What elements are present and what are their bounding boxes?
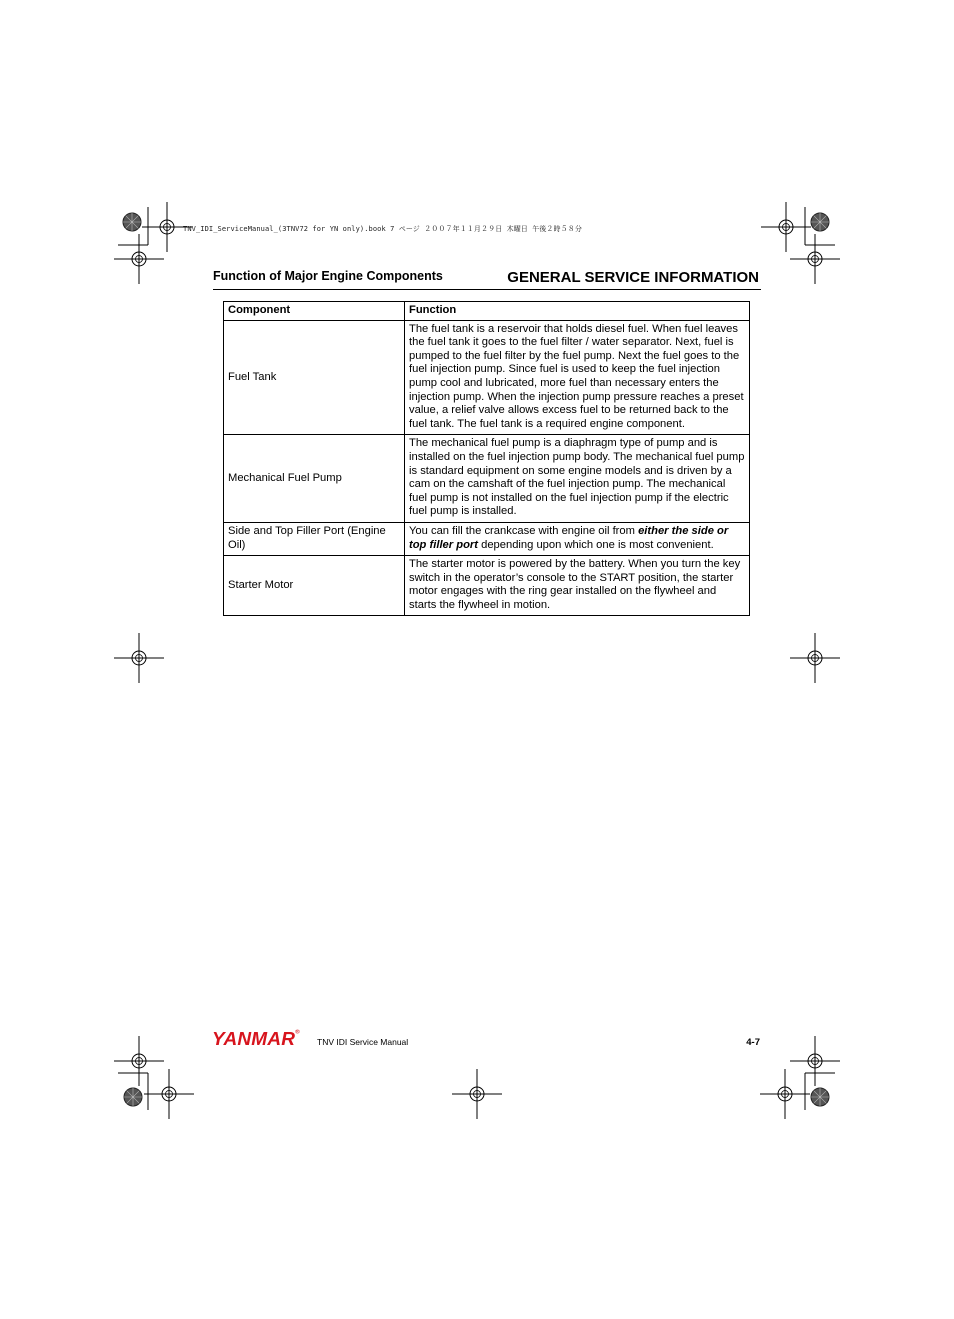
component-cell: Starter Motor <box>224 556 405 616</box>
manual-title: TNV IDI Service Manual <box>317 1037 409 1047</box>
function-text: depending upon which one is most convenient. <box>477 538 714 551</box>
table-row <box>224 435 750 523</box>
chapter-title: GENERAL SERVICE INFORMATION <box>507 269 759 286</box>
registration-mark-top-left <box>114 202 192 284</box>
print-slug: TNV_IDI_ServiceManual_(3TNV72 for YN only).book 7 ページ ２００７年１１月２９日 木曜日 午後２時５８分 <box>183 225 582 233</box>
function-cell: The mechanical fuel pump is a diaphragm type of pump and is installed on the fuel injection pump body. The mechanical fuel pump is standard equipment on some engine models and is driven by a cam on the camshaft of the fuel injection pump. The mechanical fuel pump is not installed on the fuel injection pump if the electric fuel pump is installed. <box>405 435 750 523</box>
header-rule <box>213 289 761 290</box>
function-emphasis: either the side or top filler port <box>409 524 729 551</box>
page-number: 4-7 <box>746 1037 760 1048</box>
registered-mark: ® <box>295 1029 300 1036</box>
table-row <box>224 522 750 555</box>
section-title: Function of Major Engine Components <box>213 269 443 283</box>
registration-mark-left-middle <box>114 633 164 683</box>
registration-mark-right-middle <box>790 633 840 683</box>
function-cell: The fuel tank is a reservoir that holds diesel fuel. When fuel leaves the fuel tank it goes to the fuel filter / water separator. Next, fuel is pumped to the fuel filter by the fuel pump. Next the fuel goes to the fuel injection pump. Since fuel is used to keep the fuel injection pump cool and lubricated, more fuel than necessary enters the injection pump. When the injection pump pressure reaches a preset value, a relief valve allows excess fuel to be returned back to the fuel tank. The fuel tank is a required engine component. <box>405 320 750 435</box>
function-text: You can fill the crankcase with engine oil from <box>409 524 639 537</box>
component-cell: Mechanical Fuel Pump <box>224 435 405 523</box>
function-cell: The starter motor is powered by the battery. When you turn the key switch in the operator’s console to the START position, the starter motor engages with the ring gear installed on the flywheel and starts the flywheel in motion. <box>405 556 750 616</box>
yanmar-logo <box>212 1030 300 1051</box>
components-table <box>223 301 750 616</box>
table-header-row <box>224 302 750 321</box>
logo-text: YANMAR <box>212 1029 296 1050</box>
function-cell <box>405 522 750 555</box>
registration-mark-bottom-center <box>452 1069 502 1119</box>
registration-mark-bottom-right <box>760 1036 840 1119</box>
table-row <box>224 556 750 616</box>
component-cell: Side and Top Filler Port (Engine Oil) <box>224 522 405 555</box>
component-cell: Fuel Tank <box>224 320 405 435</box>
registration-mark-top-right <box>761 202 840 284</box>
registration-mark-bottom-left <box>114 1036 194 1119</box>
table-row <box>224 320 750 435</box>
column-header-component: Component <box>224 302 405 321</box>
column-header-function: Function <box>405 302 750 321</box>
